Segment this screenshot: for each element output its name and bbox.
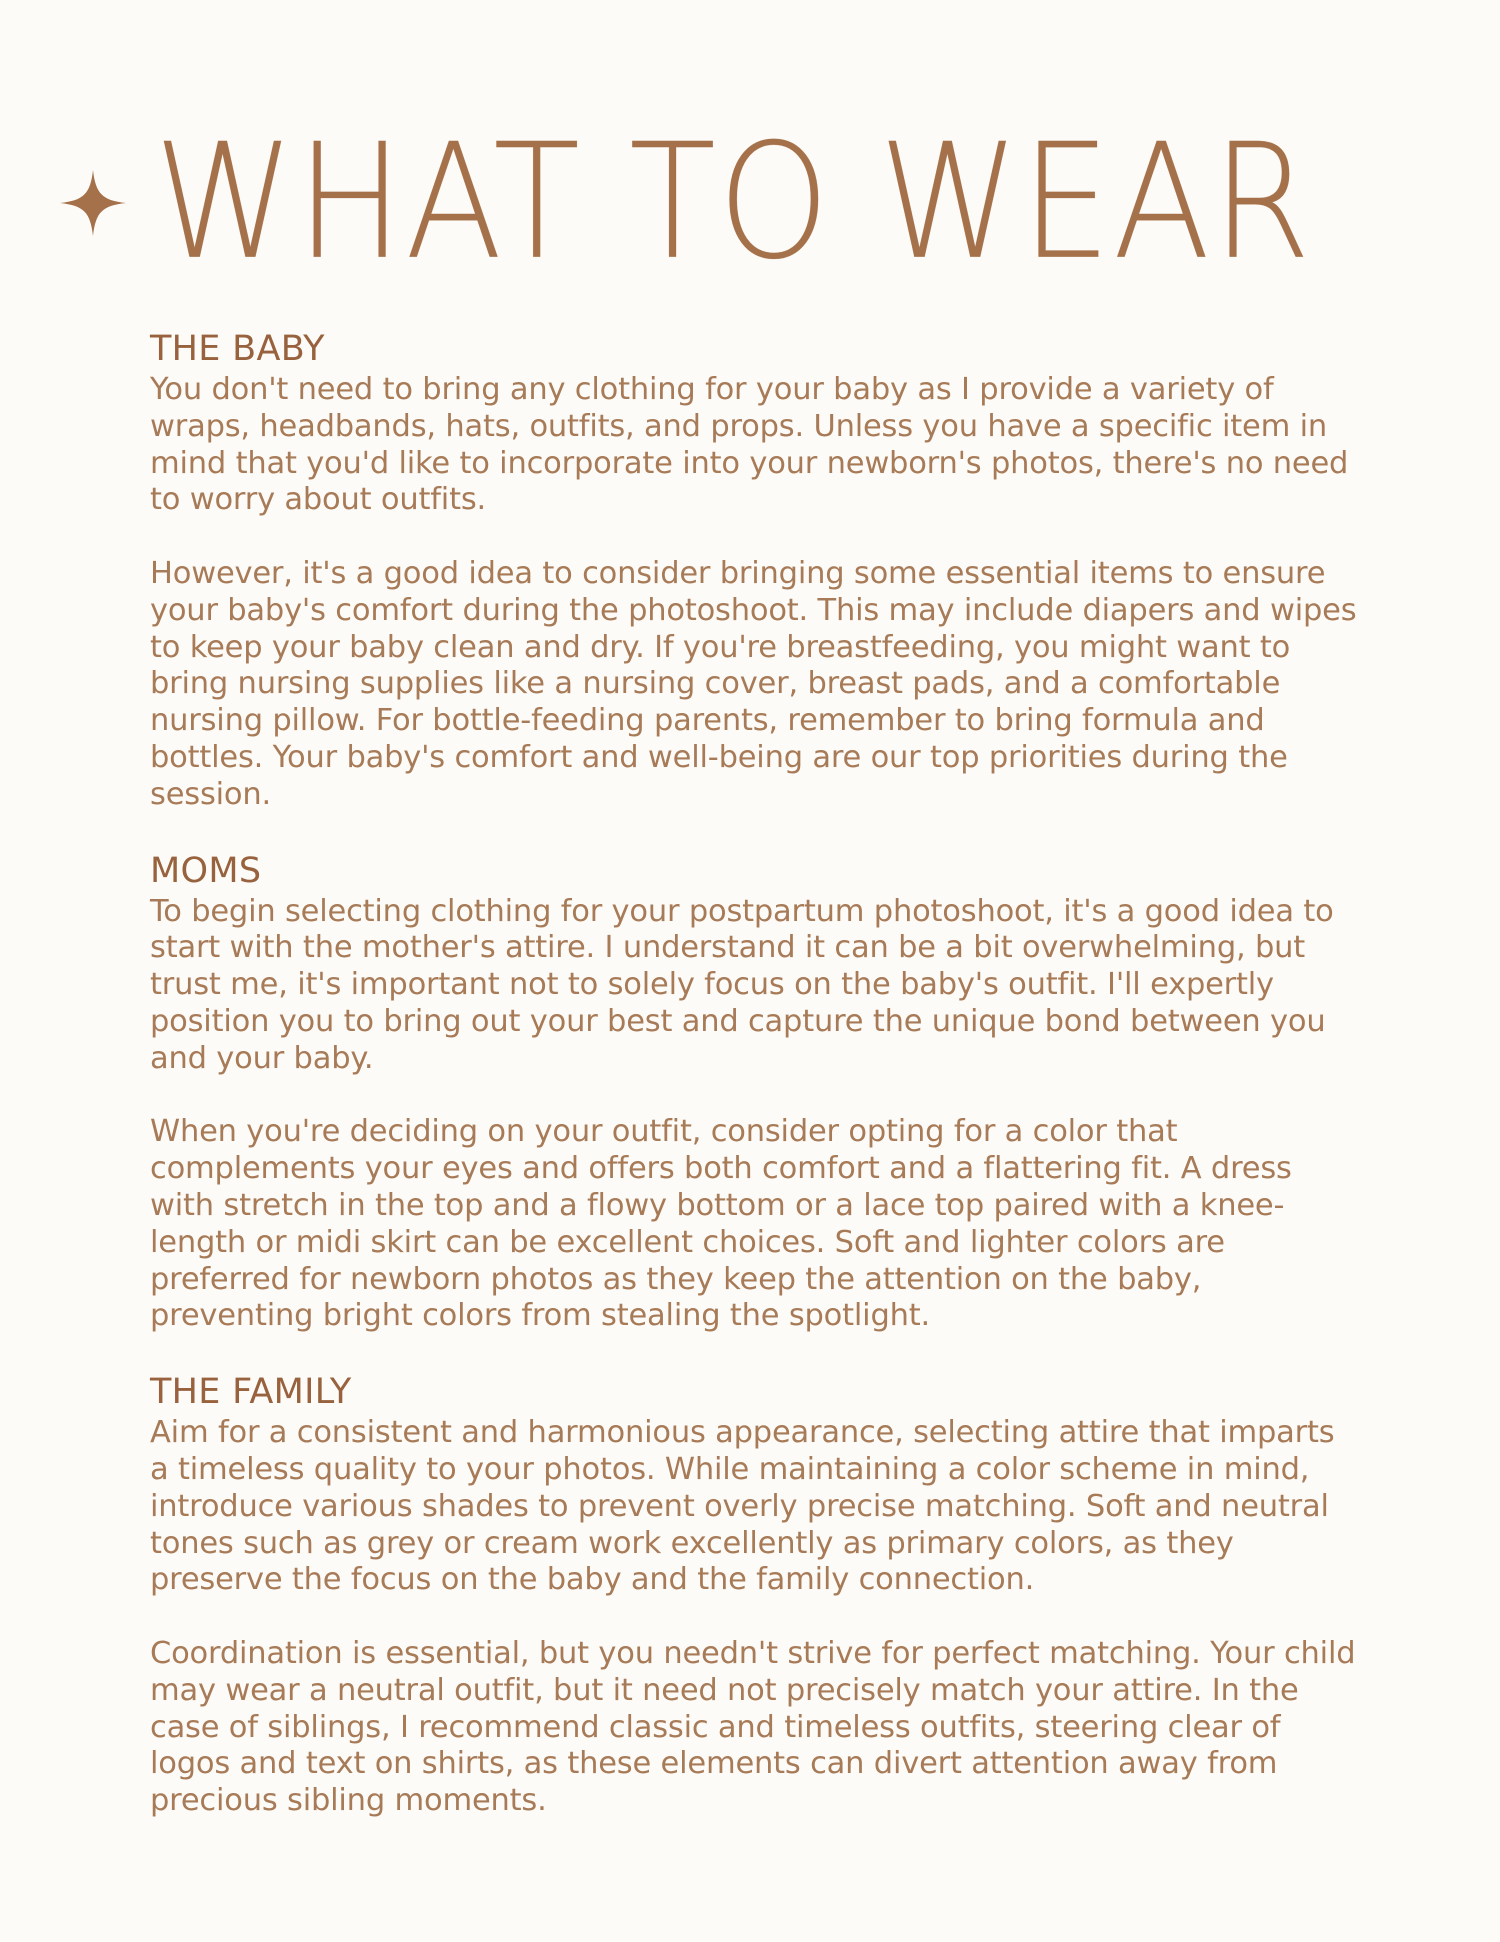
- section-heading: MOMS: [150, 850, 262, 891]
- page-title: WHAT TO WEAR: [154, 110, 1313, 295]
- section-heading: THE BABY: [150, 329, 325, 369]
- section-the-baby: [150, 326, 1360, 814]
- title-row: [60, 110, 1480, 295]
- section-paragraph: When you're deciding on your outfit, consider opting for a color that complements your eyes and offers both comfort and a flattering fit. A dress with stretch in the top and a flowy bottom or a lace top paired with a knee-length or midi skirt can be excellent choices. Soft and lighter colors are preferred for newborn photos as they keep the attention on the baby, preventing bright colors from stealing the spotlight.: [150, 1114, 1292, 1334]
- content: [150, 326, 1360, 1820]
- section-paragraph: To begin selecting clothing for your postpartum photoshoot, it's a good idea to start with the mother's attire. I understand it can be a bit overwhelming, but trust me, it's important not to solely focus on the baby's outfit. I'll expertly position you to bring out your best and capture the unique bond between you and your baby.: [150, 893, 1334, 1076]
- section-moms: [150, 848, 1360, 1336]
- section-paragraph: Coordination is essential, but you needn't strive for perfect matching. Your child may wear a neutral outfit, but it need not precisely match your attire. In the case of siblings, I recommend classic and timeless outfits, steering clear of logos and text on shirts, as these elements can divert attention away from precious sibling moments.: [150, 1635, 1356, 1819]
- sparkle-star-icon: [60, 170, 126, 236]
- section-heading: THE FAMILY: [150, 1372, 352, 1413]
- section-the-family: [150, 1369, 1360, 1820]
- section-paragraph: You don't need to bring any clothing for your baby as I provide a variety of wraps, headbands, hats, outfits, and props. Unless you have a specific item in mind that you'd like to incorporate into your newborn's photos, there's no need to worry about outfits.: [150, 372, 1349, 518]
- section-paragraph: Aim for a consistent and harmonious appearance, selecting attire that imparts a timeless quality to your photos. While maintaining a color scheme in mind, introduce various shades to prevent overly precise matching. Soft and neutral tones such as grey or cream work excellently as primary colors, as they preserve the focus on the baby and the family connection.: [150, 1415, 1335, 1598]
- section-paragraph: However, it's a good idea to consider bringing some essential items to ensure your baby's comfort during the photoshoot. This may include diapers and wipes to keep your baby clean and dry. If you're breastfeeding, you might want to bring nursing supplies like a nursing cover, breast pads, and a comfortable nursing pillow. For bottle-feeding parents, remember to bring formula and bottles. Your baby's comfort and well-being are our top priorities during the session.: [150, 555, 1357, 812]
